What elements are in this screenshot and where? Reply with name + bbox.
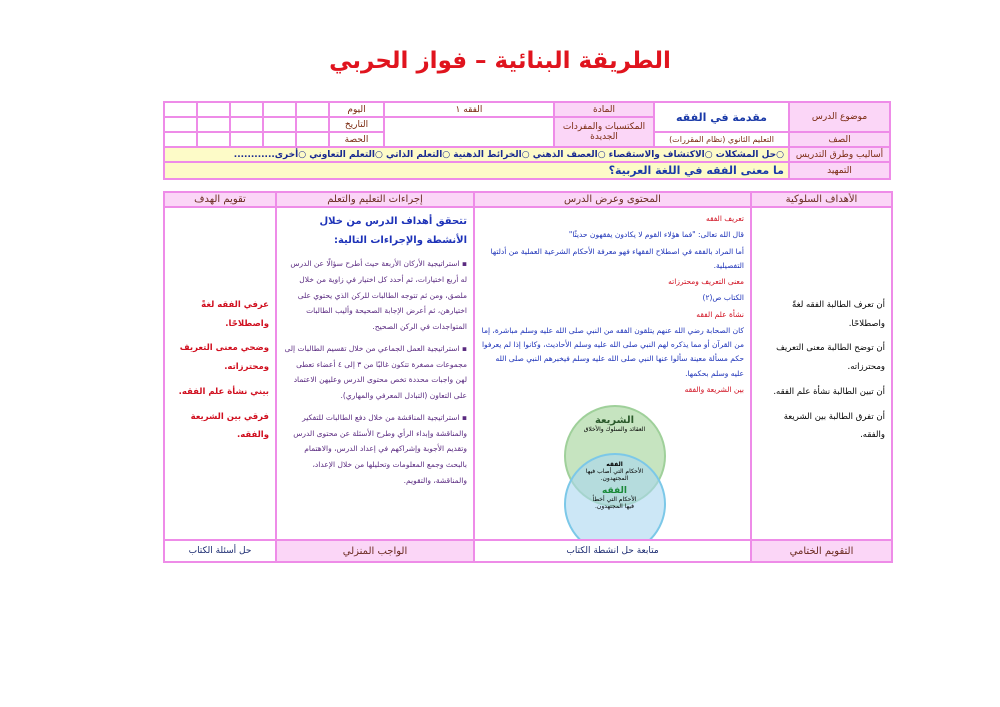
methods-label: أساليب وطرق التدريس	[789, 147, 890, 162]
procedure-item: ▪ استراتيجية الأركان الأربعة حيث أطرح سؤالًا عن الدرس له أربع اختيارات، ثم أحدد كل اختيار في زاوية من خلال ملصق، ومن ثم تتوجه الطالبات للركن الذي يحتوي على اختيارهن، ثم أعرض الإجابة الصحيحة وأليب الطالبات المتواجدات في الركن الصحيح.	[290, 259, 467, 331]
objective: أن توضح الطالبة معنى التعريف ومحترزاته.	[776, 343, 885, 373]
procedures-heading: تتحقق أهداف الدرس من خلال الأنشطة والإجراءات التالية:	[319, 216, 467, 246]
day-label: اليوم	[329, 102, 384, 117]
cell	[296, 102, 329, 117]
objective: أن تعرف الطالبة الفقه لغةً واصطلاحًا.	[792, 300, 885, 329]
procedure-item: ▪ استراتيجية المناقشة من خلال دفع الطالبات للتفكير والمناقشة وإبداء الرأي وطرح الأسئلة عن محتوى الدرس وتقديم الأجوبة وإشراكهم في إعداد الدرس، والاهتمام بالبحث وجمع المعلومات وتحليلها من خلال الإعداد، والمناقشة، والتقويم.	[293, 412, 467, 485]
content-text: أما المراد بالفقه في اصطلاح الفقهاء فهو معرفة الأحكام الشرعية العملية من أدلتها التفصيلية.	[490, 246, 744, 270]
procedures-cell	[276, 207, 474, 540]
content-heading: بين الشريعة والفقه	[684, 384, 744, 394]
subject-value: الفقه ١	[384, 102, 554, 117]
date-label: التاريخ	[329, 117, 384, 132]
cell	[230, 117, 263, 132]
objective: أن تبين الطالبة نشأة علم الفقه.	[773, 386, 885, 397]
content-text: الكتاب ص(٢)	[702, 293, 744, 303]
column-header-procedures: إجراءات التعليم والتعلم	[276, 192, 474, 207]
methods-value: ○حل المشكلات ○الاكتشاف والاستقصاء ○العصف الذهني ○الخرائط الذهنية ○التعلم الذاتي ○التعلم التعاوني ○أخرى............	[164, 147, 789, 162]
homework-label: الواجب المنزلي	[276, 540, 474, 562]
period-label: الحصة	[329, 132, 384, 147]
content-cell	[474, 207, 751, 540]
overlap-text: الأحكام التي أصاب فيها المجتهدون.	[585, 468, 644, 482]
cell	[263, 132, 296, 147]
topic-value: مقدمة في الفقه	[654, 102, 789, 132]
cell	[164, 117, 197, 132]
cell	[263, 102, 296, 117]
cell	[197, 117, 230, 132]
cell	[263, 117, 296, 132]
vocab-label: المكتسبات والمفردات الجديدة	[554, 117, 654, 147]
overlap-title: الفقه	[606, 461, 623, 468]
objective: أن تفرق الطالبة بين الشريعة والفقه.	[783, 411, 885, 441]
cell	[296, 132, 329, 147]
cell	[164, 132, 197, 147]
content-text: قال الله تعالى: "فما هؤلاء القوم لا يكادون يفقهون حديثًا"	[568, 230, 744, 240]
grade-label: الصف	[789, 132, 890, 147]
content-heading: معنى التعريف ومحترزاته	[668, 277, 744, 286]
venn-diagram	[558, 405, 668, 535]
vocab-value	[384, 117, 554, 147]
intro-label: التمهيد	[789, 162, 890, 179]
procedure-item: ▪ استراتيجية العمل الجماعي من خلال تقسيم الطالبات إلى مجموعات مصغرة تتكون غالبًا من ٣ إلى ٤ أعضاء تعطى لهن واجبات محددة تخص محتوى الدرس وعليهن الاعتماد على التعاون (التبادل المعرفي والمهاري).	[284, 343, 467, 400]
objectives-cell	[751, 207, 892, 540]
grade-value: التعليم الثانوي (نظام المقررات)	[654, 132, 789, 147]
content-heading: تعريف الفقه	[705, 214, 744, 223]
lesson-plan-table	[163, 191, 893, 563]
cell	[197, 102, 230, 117]
fiqh-circle	[564, 453, 666, 540]
evaluation-item: وضحي معنى التعريف ومحترزاته.	[179, 343, 269, 373]
evaluation-item: بيني نشأة علم الفقه.	[178, 386, 269, 397]
sharia-title: الشريعة	[594, 415, 635, 426]
page-title: الطريقة البنائية – فواز الحربي	[329, 48, 671, 74]
final-assessment-label: التقويم الختامي	[751, 540, 892, 562]
evaluation-item: فرقي بين الشريعة والفقه.	[190, 411, 269, 441]
cell	[230, 102, 263, 117]
column-header-content: المحتوى وعرض الدرس	[474, 192, 751, 207]
cell	[197, 132, 230, 147]
cell	[296, 117, 329, 132]
content-text: كان الصحابة رضي الله عنهم يتلقون الفقه من النبي صلى الله عليه وسلم مباشرة، إما من القرآن أو مما يذكره لهم النبي صلى الله عليه وسلم الأحاديث، وكانوا إذا لم يعرفوا حكم مسألة معينة سألوا عنها النبي صلى الله عليه وسلم فيخبرهم النبي صلى الله عليه وسلم بحكمها.	[481, 325, 744, 378]
fiqh-text: الأحكام التي أخطأ فيها المجتهدون.	[592, 496, 637, 510]
final-assessment-value: متابعة حل انشطة الكتاب	[474, 540, 751, 562]
fiqh-title: الفقه	[602, 486, 627, 496]
column-header-objectives: الأهداف السلوكية	[751, 192, 892, 207]
cell	[164, 102, 197, 117]
content-heading: نشأة علم الفقه	[696, 309, 744, 319]
evaluation-item: عرفي الفقه لغةً واصطلاحًا.	[201, 300, 269, 329]
homework-value: حل أسئلة الكتاب	[164, 540, 276, 562]
intro-value: ما معنى الفقه في اللغة العربية؟	[164, 162, 789, 179]
topic-label: موضوع الدرس	[789, 102, 890, 132]
cell	[230, 132, 263, 147]
column-header-evaluation: تقويم الهدف	[164, 192, 276, 207]
lesson-info-table	[163, 101, 891, 180]
evaluation-cell	[164, 207, 276, 540]
subject-label: المادة	[554, 102, 654, 117]
sharia-text: العقائد والسلوك والأخلاق	[583, 426, 646, 433]
